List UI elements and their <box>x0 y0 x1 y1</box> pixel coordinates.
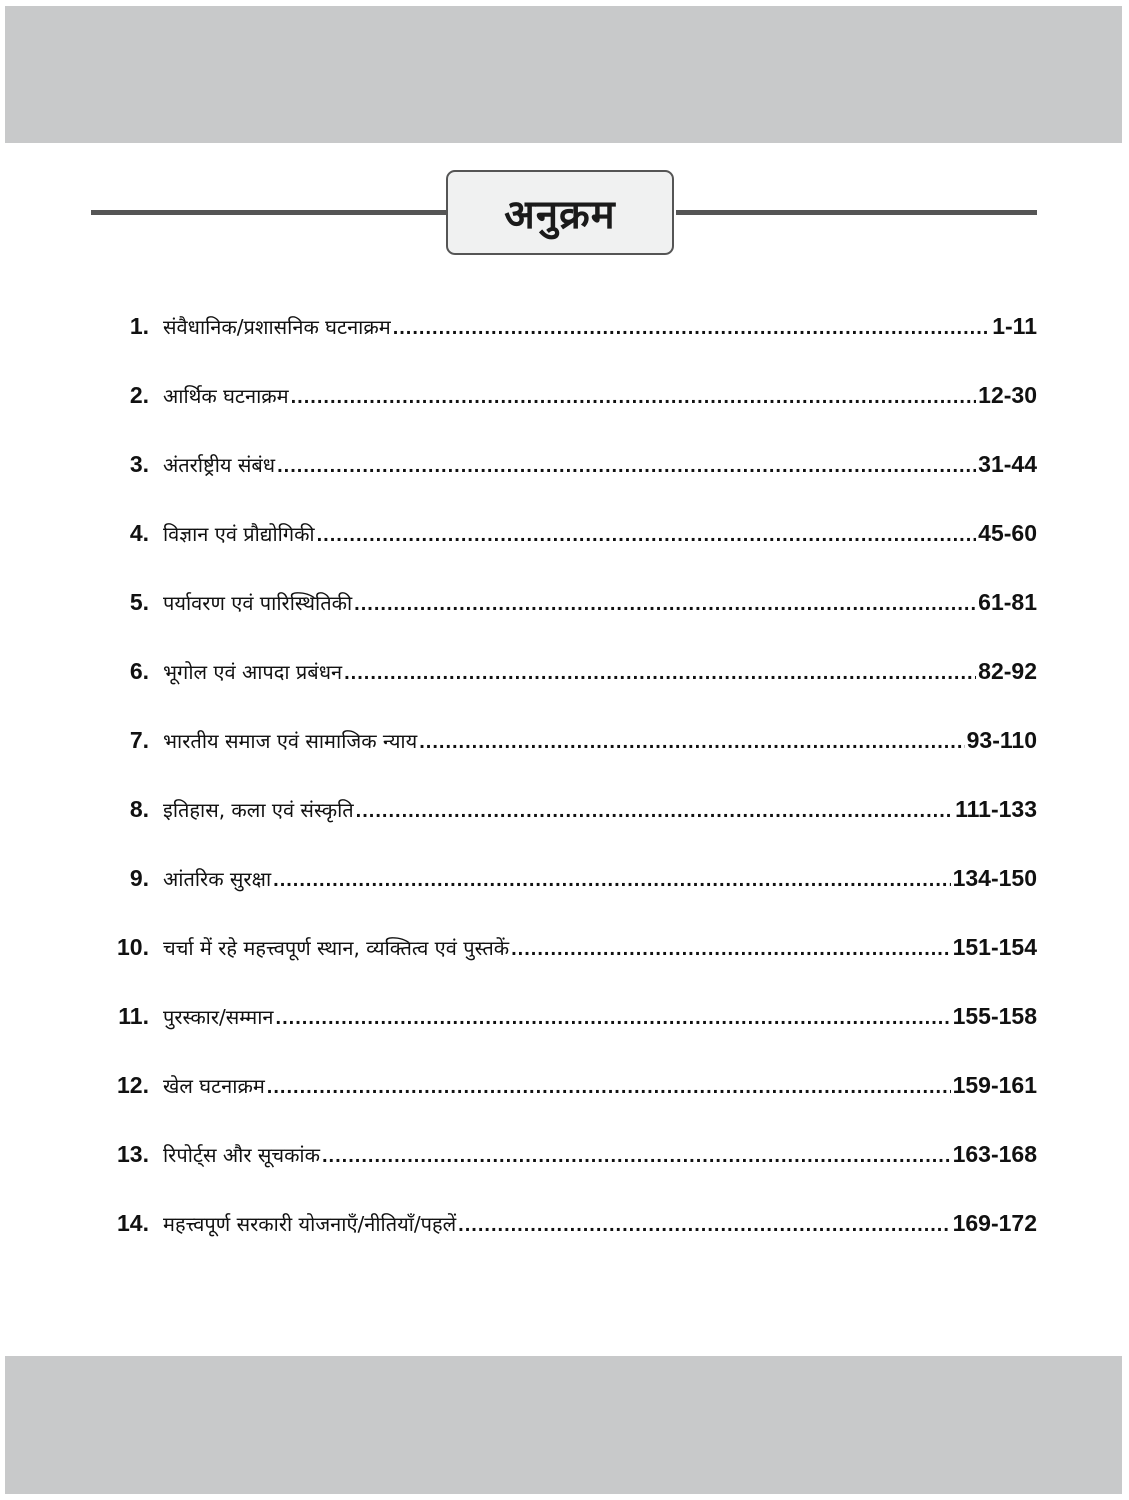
toc-entry-pages: 134-150 <box>952 865 1037 891</box>
toc-entry[interactable] <box>97 451 1037 520</box>
toc-entry-title: अंतर्राष्ट्रीय संबंध <box>163 453 276 477</box>
toc-entry[interactable] <box>97 1210 1037 1279</box>
toc-entry-number: 14. <box>117 1210 149 1236</box>
toc-dot-leader <box>267 1076 951 1099</box>
toc-entry-title: आंतरिक सुरक्षा <box>163 867 272 891</box>
header-band <box>5 6 1122 143</box>
toc-entry-pages: 111-133 <box>955 796 1037 822</box>
toc-entry[interactable] <box>97 1072 1037 1141</box>
table-of-contents <box>97 313 1037 1279</box>
title-rule-right <box>676 210 1037 215</box>
toc-entry-title: इतिहास, कला एवं संस्कृति <box>163 798 354 822</box>
toc-entry-pages: 169-172 <box>952 1210 1037 1236</box>
toc-dot-leader <box>322 1145 951 1168</box>
toc-entry-title: पर्यावरण एवं पारिस्थितिकी <box>163 591 353 615</box>
toc-entry-title: विज्ञान एवं प्रौद्योगिकी <box>163 522 315 546</box>
toc-entry-pages: 12-30 <box>978 382 1037 408</box>
toc-dot-leader <box>277 455 976 478</box>
toc-entry-number: 7. <box>129 727 149 753</box>
toc-entry[interactable] <box>97 865 1037 934</box>
toc-entry-number: 13. <box>117 1141 149 1167</box>
toc-dot-leader <box>511 938 950 961</box>
toc-entry-title: खेल घटनाक्रम <box>163 1074 265 1098</box>
footer-band <box>5 1356 1122 1494</box>
toc-dot-leader <box>344 662 976 685</box>
toc-entry-number: 6. <box>129 658 149 684</box>
toc-entry-pages: 159-161 <box>952 1072 1037 1098</box>
toc-dot-leader <box>354 593 976 616</box>
toc-entry[interactable] <box>97 382 1037 451</box>
toc-dot-leader <box>419 731 964 754</box>
toc-dot-leader <box>273 869 950 892</box>
toc-entry-number: 3. <box>129 451 149 477</box>
toc-dot-leader <box>458 1214 950 1237</box>
toc-entry-title: पुरस्कार/सम्मान <box>163 1005 274 1029</box>
toc-dot-leader <box>276 1007 951 1030</box>
toc-entry-number: 11. <box>118 1003 149 1029</box>
toc-entry-pages: 163-168 <box>952 1141 1037 1167</box>
toc-dot-leader <box>393 317 991 340</box>
toc-entry-pages: 45-60 <box>978 520 1037 546</box>
toc-entry[interactable] <box>97 589 1037 658</box>
toc-entry-title: आर्थिक घटनाक्रम <box>163 384 289 408</box>
toc-entry-number: 5. <box>129 589 149 615</box>
toc-entry-number: 9. <box>129 865 149 891</box>
toc-entry-pages: 82-92 <box>978 658 1037 684</box>
toc-entry-pages: 61-81 <box>978 589 1037 615</box>
toc-entry-number: 8. <box>129 796 149 822</box>
toc-entry[interactable] <box>97 1003 1037 1072</box>
toc-entry[interactable] <box>97 727 1037 796</box>
toc-entry-title: संवैधानिक/प्रशासनिक घटनाक्रम <box>163 315 391 339</box>
toc-entry[interactable] <box>97 1141 1037 1210</box>
toc-entry-number: 10. <box>117 934 149 960</box>
toc-entry[interactable] <box>97 520 1037 589</box>
toc-entry[interactable] <box>97 934 1037 1003</box>
toc-entry-title: महत्त्वपूर्ण सरकारी योजनाएँ/नीतियाँ/पहलें <box>163 1212 457 1236</box>
toc-entry-number: 2. <box>129 382 149 408</box>
page-title: अनुक्रम <box>504 192 616 238</box>
toc-entry-pages: 155-158 <box>952 1003 1037 1029</box>
toc-entry-pages: 1-11 <box>992 313 1037 339</box>
toc-dot-leader <box>291 386 977 409</box>
toc-entry-title: चर्चा में रहे महत्त्वपूर्ण स्थान, व्यक्तित्व एवं पुस्तकें <box>163 936 510 960</box>
toc-entry[interactable] <box>97 313 1037 382</box>
toc-entry-title: भूगोल एवं आपदा प्रबंधन <box>163 660 343 684</box>
title-box <box>446 170 674 255</box>
toc-entry-pages: 31-44 <box>978 451 1037 477</box>
toc-entry-number: 12. <box>117 1072 149 1098</box>
toc-entry-title: रिपोर्ट्स और सूचकांक <box>163 1143 320 1167</box>
toc-entry-pages: 151-154 <box>952 934 1037 960</box>
toc-dot-leader <box>356 800 953 823</box>
toc-dot-leader <box>317 524 977 547</box>
toc-entry-title: भारतीय समाज एवं सामाजिक न्याय <box>163 729 418 753</box>
title-rule-left <box>91 210 448 215</box>
toc-entry-pages: 93-110 <box>966 727 1037 753</box>
toc-entry[interactable] <box>97 796 1037 865</box>
toc-entry-number: 1. <box>129 313 149 339</box>
toc-entry-number: 4. <box>129 520 149 546</box>
toc-entry[interactable] <box>97 658 1037 727</box>
